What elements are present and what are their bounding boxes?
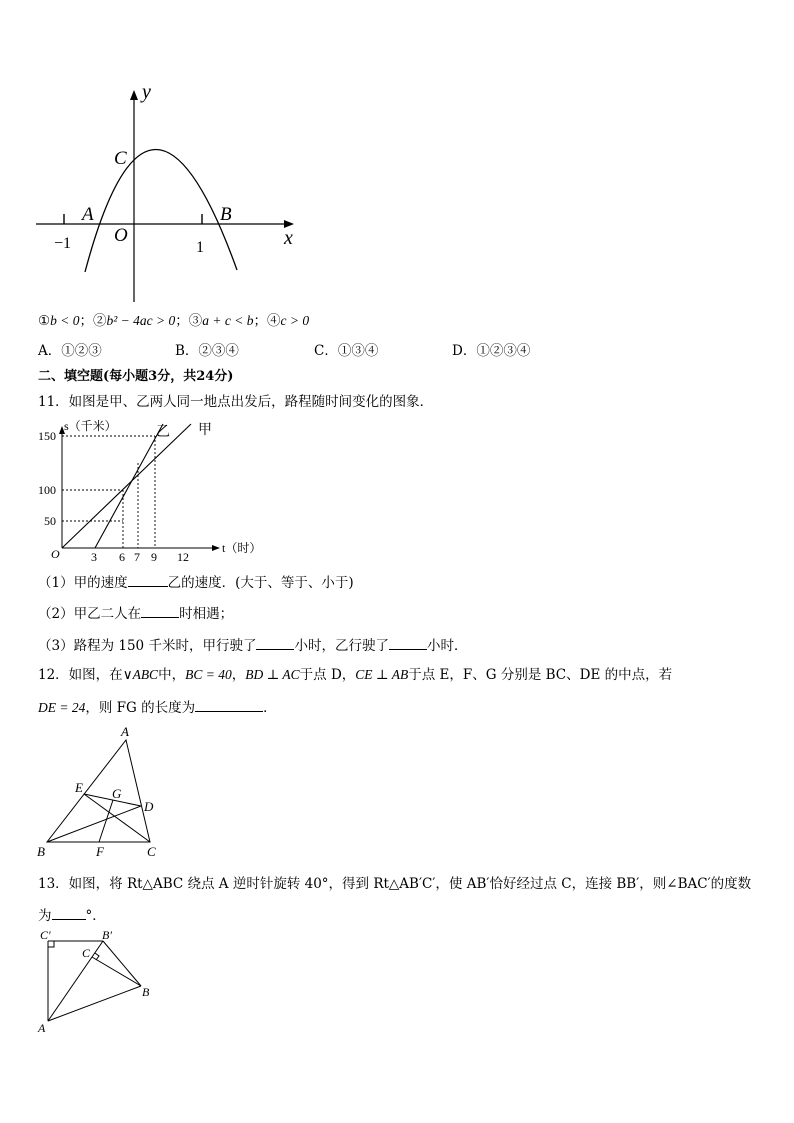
q12-de: DE = 24 [38,700,86,715]
q10-option-d: D．①②③④ [452,343,531,359]
x-axis-label: x [284,227,293,249]
section-2-title: 二、填空题(每小题3分，共24分) [38,369,234,384]
q12-bd: BD ⊥ AC [245,667,300,682]
q13-l2-b: °． [85,908,106,924]
tri-label-e: E [75,780,83,795]
line-yi [95,424,163,548]
q11-p3-blank-1[interactable] [256,635,294,650]
q12-l2-c: ． [263,700,277,716]
stmt-4-mark: ；④ [253,313,281,329]
triangle-abc [47,740,150,842]
one-label: 1 [196,239,204,256]
q12-line-1 [38,666,672,684]
q10-option-b: B．②③④ [175,343,239,359]
x-tick-6: 6 [119,550,125,564]
t-axis-arrow [212,545,220,551]
stmt-2-mark: ；② [79,313,107,329]
x-tick-7: 7 [134,550,140,564]
q11-p2-b: 时相遇； [179,606,234,622]
segment-cb [92,957,141,986]
q11-p2-blank[interactable] [141,603,179,618]
point-b-label: B [220,204,232,225]
q10-option-a: A．①②③ [38,343,102,359]
y-axis-arrow [130,90,138,100]
stmt-3: a + c < b [202,313,254,328]
q10-option-c: C．①③④ [314,343,379,359]
rot-label-c-prime: C′ [40,928,51,942]
rot-label-b-prime: B′ [102,928,112,942]
origin-label: O [114,225,128,246]
parabola-figure [30,80,310,310]
q11-part-2 [38,603,233,623]
stmt-3-mark: ；③ [175,313,203,329]
q12-bc: BC = 40 [185,667,232,682]
tri-label-g: G [112,786,122,801]
q12-line-2 [38,697,277,717]
q12-l1-e: 于点 E，F、G 分别是 BC、DE 的中点，若 [408,667,673,683]
q11-p3-blank-2[interactable] [389,635,427,650]
point-a-label: A [82,204,94,225]
tri-label-b: B [37,844,45,859]
rot-label-b: B [142,985,150,999]
stmt-4: c > 0 [280,313,310,328]
q11-part-1 [38,572,354,592]
q11-p3-b: 小时，乙行驶了 [294,638,389,654]
q11-part-3 [38,635,467,655]
tri-label-d: D [144,799,154,814]
segment-bb-prime [103,941,141,986]
rotation-figure [34,926,164,1036]
q12-tri: ∨ABC [122,667,159,682]
neg-one-label: −1 [54,235,72,252]
q13-line-2 [38,905,106,925]
x-tick-12: 12 [177,550,189,564]
y-tick-100: 100 [38,483,56,497]
q12-l1-d: 于点 D， [299,667,356,683]
q13-blank[interactable] [52,905,86,920]
q11-p3-a: （3）路程为 150 千米时，甲行驶了 [38,638,257,654]
q11-p1-a: （1）甲的速度 [38,575,128,591]
rot-label-c: C [82,946,91,960]
y-tick-150: 150 [38,429,56,443]
stmt-1: b < 0 [50,313,80,328]
tri-label-c: C [147,844,156,859]
stmt-1-mark: ① [38,313,51,329]
rot-label-a: A [38,1021,46,1035]
triangle-figure [30,722,180,862]
q12-l2-b: ，则 FG 的长度为 [85,700,196,716]
line-jia-label: 甲 [198,423,212,438]
distance-time-figure [38,418,262,568]
y-tick-50: 50 [44,514,56,528]
q11-p1-b: 乙的速度．(大于、等于、小于) [167,575,354,591]
x-tick-3: 3 [91,550,97,564]
tri-label-a: A [121,724,129,739]
s-axis-label: s（千米） [64,419,117,433]
q12-l1-a: 12．如图，在 [38,667,123,683]
q11-p3-c: 小时． [426,638,468,654]
tri-label-f: F [96,844,104,859]
segment-ab [48,986,141,1021]
t-axis-label: t（时） [222,541,262,555]
q13-line-1: 13．如图，将 Rt△ABC 绕点 A 逆时针旋转 40°，得到 Rt△AB′C′，使 AB′恰好经过点 C，连接 BB′，则∠BAC′的度数 [38,876,752,892]
q10-statements [38,312,309,330]
q11-stem: 11．如图是甲、乙两人同一地点出发后，路程随时间变化的图象． [38,394,434,410]
stmt-2: b² − 4ac > 0 [106,313,176,328]
q13-l2-a: 为 [38,908,52,924]
x-tick-9: 9 [151,550,157,564]
y-axis-label: y [142,81,151,103]
segment-ab-prime [48,941,103,1021]
q12-ce: CE ⊥ AB [355,667,409,682]
q12-l1-b: 中， [158,667,186,683]
line-yi-label: 乙 [156,425,170,440]
q12-l1-c: ， [231,667,246,683]
parabola-curve [85,149,237,272]
origin-o-label: O [51,547,60,561]
q11-p2-a: （2）甲乙二人在 [38,606,142,622]
line-jia [62,424,191,548]
q11-p1-blank[interactable] [128,572,168,587]
q12-blank[interactable] [195,697,263,712]
point-c-label: C [114,148,127,169]
